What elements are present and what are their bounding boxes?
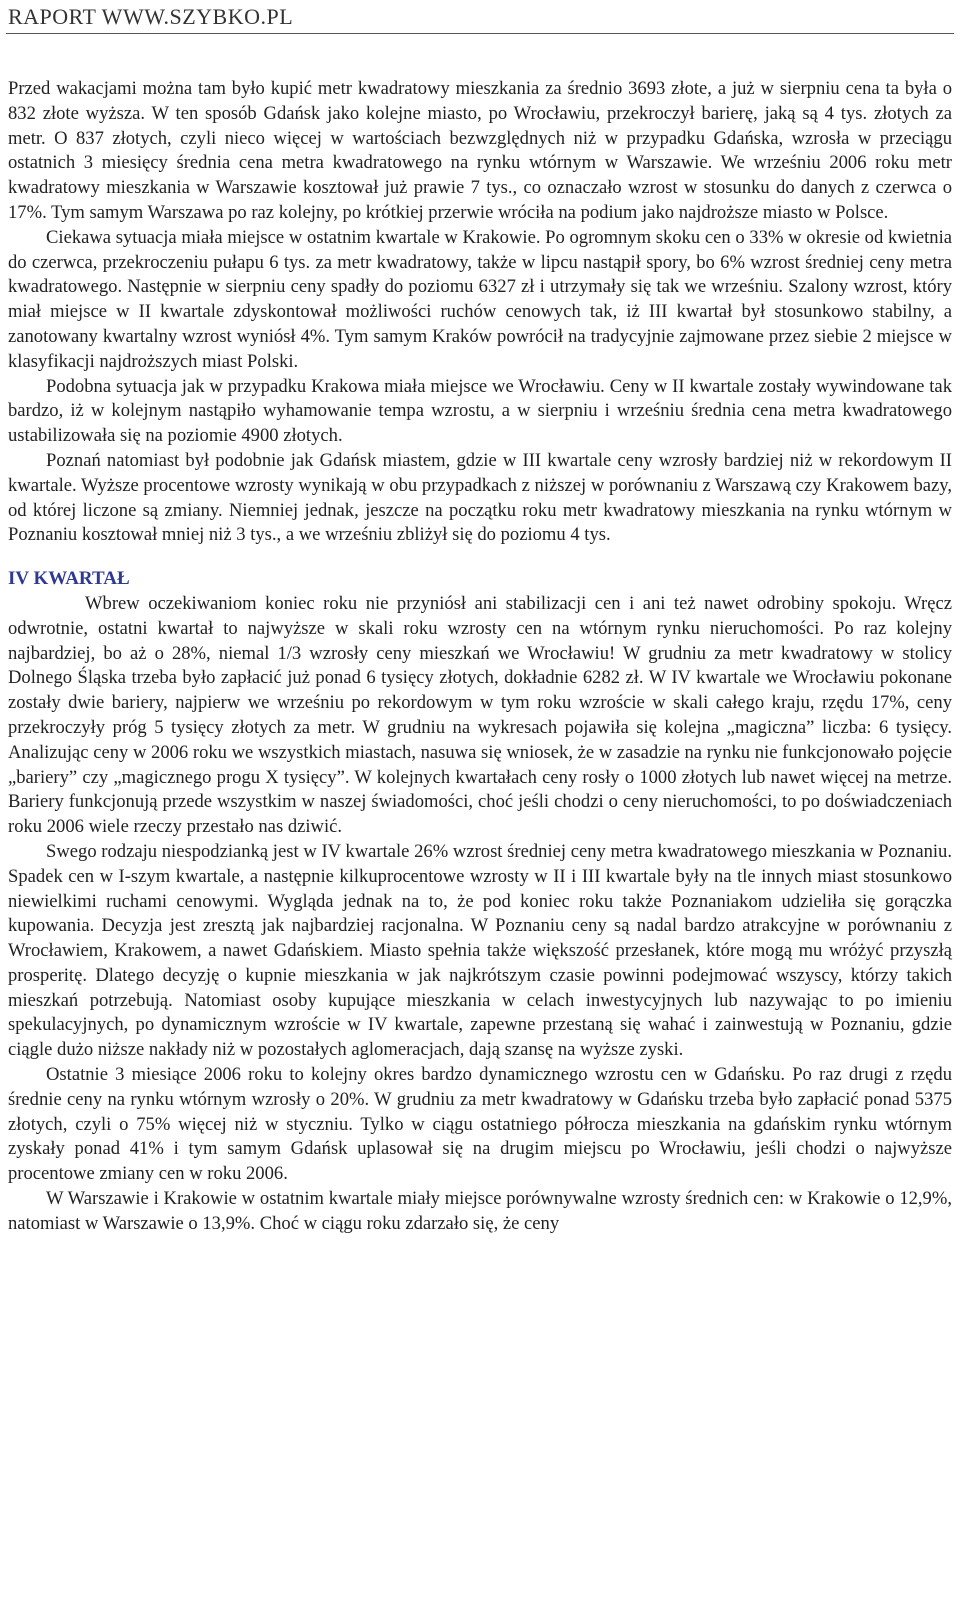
paragraph: Wbrew oczekiwaniom koniec roku nie przyniósł ani stabilizacji cen i ani też nawet odrobiny spokoju. Wręcz odwrotnie, ostatni kwartał to najwyższe w skali roku wzrosty cen na wtórnym rynku nieruchomości. Po raz kolejny najbardziej, bo aż o 28%, niemal 1/3 wzrosły ceny mieszkań we Wrocławiu! W grudniu za metr kwadratowy w stolicy Dolnego Śląska trzeba było zapłacić już ponad 6 tysięcy złotych, dokładnie 6282 zł. W IV kwartale we Wrocławiu pokonane zostały dwie bariery, najpierw we wrześniu po rekordowym w tym roku wzroście w skali całego kraju, rzędu 17%, ceny przekroczyły próg 5 tysięcy złotych za metr. W grudniu na wykresach pojawiła się kolejna „magiczna” liczba: 6 tysięcy. Analizując ceny w 2006 roku we wszystkich miastach, nasuwa się wniosek, że w zasadzie na rynku nie funkcjonowało pojęcie „bariery” czy „magicznego progu X tysięcy”. W kolejnych kwartałach ceny rosły o 1000 złotych lub nawet więcej na metrze. Bariery funkcjonują przede wszystkim w naszej świadomości, choć jeśli chodzi o ceny nieruchomości, to po doświadczeniach roku 2006 wiele rzeczy przestało nas dziwić.	[8, 592, 952, 838]
section-heading: IV KWARTAŁ	[8, 568, 130, 590]
paragraph: W Warszawie i Krakowie w ostatnim kwartale miały miejsce porównywalne wzrosty średnich cen: w Krakowie o 12,9%, natomiast w Warszawie o 13,9%. Choć w ciągu roku zdarzało się, że ceny	[8, 1188, 952, 1234]
paragraph: Podobna sytuacja jak w przypadku Krakowa miała miejsce we Wrocławiu. Ceny w II kwartale zostały wywindowane tak bardzo, iż w kolejnym nastąpiło wyhamowanie tempa wzrostu, a w sierpniu i wrześniu średnia cena metra kwadratowego ustabilizowała się na poziomie 4900 złotych.	[8, 375, 952, 447]
paragraph: Poznań natomiast był podobnie jak Gdańsk miastem, gdzie w III kwartale ceny wzrosły bardziej niż w rekordowym II kwartale. Wyższe procentowe wzrosty wynikają w obu przypadkach z niższej w porównaniu z Warszawą czy Krakowem bazy, od której liczone są zmiany. Niemniej jednak, jeszcze na początku roku metr kwadratowy mieszkania na rynku wtórnym w Poznaniu kosztował mniej niż 3 tys., a we wrześniu zbliżył się do poziomu 4 tys.	[8, 449, 952, 546]
paragraph: Swego rodzaju niespodzianką jest w IV kwartale 26% wzrost średniej ceny metra kwadratowego mieszkania w Poznaniu. Spadek cen w I-szym kwartale, a następnie kilkuprocentowe wzrosty w II i III kwartale były na tle innych miast stosunkowo niewielkimi ruchami cenowymi. Wygląda jednak na to, że pod koniec roku także Poznaniakom udzieliła się gorączka kupowania. Decyzja jest zresztą jak najbardziej racjonalna. W Poznaniu ceny są nadal bardzo atrakcyjne w porównaniu z Wrocławiem, Krakowem, a nawet Gdańskiem. Miasto spełnia także większość przesłanek, które mogą mu wróżyć przyszłą prosperitę. Dlatego decyzję o kupnie mieszkania w jak najkrótszym czasie powinni podejmować wszyscy, którzy takich mieszkań potrzebują. Natomiast osoby kupujące mieszkania w celach inwestycyjnych lub nazywając to po imieniu spekulacyjnych, po dynamicznym wzroście w IV kwartale, zapewne przestaną się wahać i zainwestują w Poznaniu, gdzie ciągle dużo niższe nakłady niż w pozostałych aglomeracjach, dają szansę na wyższe zyski.	[8, 840, 952, 1061]
page-header-title: RAPORT WWW.SZYBKO.PL	[8, 4, 294, 29]
document-body	[8, 77, 952, 1237]
paragraph: Ciekawa sytuacja miała miejsce w ostatnim kwartale w Krakowie. Po ogromnym skoku cen o 33% w okresie od kwietnia do czerwca, przekroczeniu pułapu 6 tys. za metr kwadratowy, także w lipcu nastąpił spory, bo 6% wzrost średniej ceny metra kwadratowego. Następnie w sierpniu ceny spadły do poziomu 6327 zł i utrzymały się tak we wrześniu. Szalony wzrost, który miał miejsce w II kwartale zdyskontował możliwości ruchów cenowych tak, iż III kwartał był stosunkowo stabilny, a zanotowany kwartalny wzrost wyniósł 4%. Tym samym Kraków powrócił na tradycyjnie zajmowane przez siebie 2 miejsce w klasyfikacji najdroższych miast Polski.	[8, 226, 952, 372]
paragraph: Ostatnie 3 miesiące 2006 roku to kolejny okres bardzo dynamicznego wzrostu cen w Gdańsku. Po raz drugi z rzędu średnie ceny na rynku wtórnym wzrosły o 20%. W grudniu za metr kwadratowy w Gdańsku trzeba było zapłacić ponad 5375 złotych, czyli o 75% więcej niż w styczniu. Tylko w ciągu ostatniego półrocza mieszkania na gdańskim rynku wtórnym zyskały ponad 41% i tym samym Gdańsk uplasował się na drugim miejscu po Wrocławiu, jeśli chodzi o najwyższe procentowe zmiany cen w roku 2006.	[8, 1064, 952, 1185]
paragraph: Przed wakacjami można tam było kupić metr kwadratowy mieszkania za średnio 3693 złote, a już w sierpniu cena ta była o 832 złote wyższa. W ten sposób Gdańsk jako kolejne miasto, po Wrocławiu, przekroczył barierę, jaką są 4 tys. złotych za metr. O 837 złotych, czyli nieco więcej w wartościach bezwzględnych niż w przypadku Gdańska, wzrosła w przeciągu ostatnich 3 miesięcy średnia cena metra kwadratowego na rynku wtórnym w Warszawie. We wrześniu 2006 roku metr kwadratowy mieszkania w Warszawie kosztował już prawie 7 tys., co oznaczało wzrost w stosunku do danych z czerwca o 17%. Tym samym Warszawa po raz kolejny, po krótkiej przerwie wróciła na podium jako najdroższe miasto w Polsce.	[8, 78, 952, 223]
header-divider	[6, 33, 954, 34]
